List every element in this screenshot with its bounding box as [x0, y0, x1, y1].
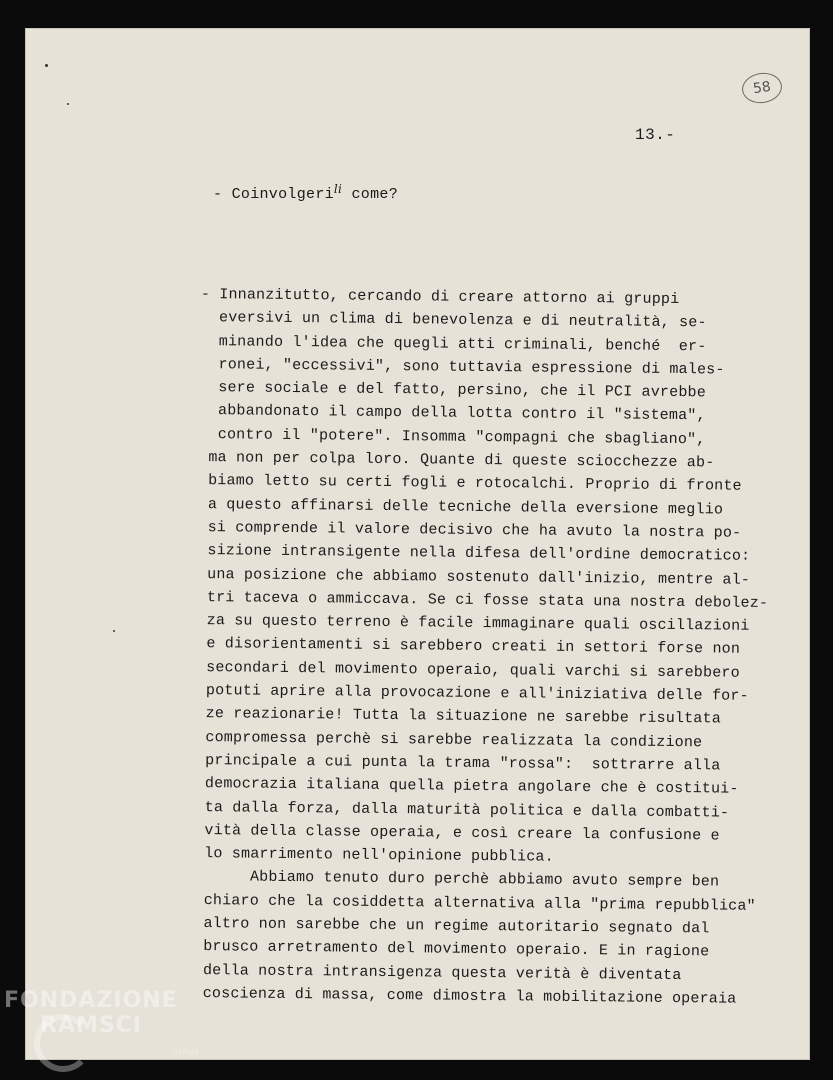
- body-line: - Innanzitutto, cercando di creare attorno ai gruppi: [200, 285, 680, 309]
- body-line: sere sociale e del fatto, persino, che il PCI avrebbe: [199, 379, 707, 402]
- body-line: chiaro che la cosiddetta alternativa alla "prima repubblica": [194, 891, 756, 915]
- body-line: secondari del movimento operaio, quali varchi si sarebbero: [196, 658, 740, 682]
- body-line: si comprende il valore decisivo che ha avuto la nostra po-: [198, 518, 742, 542]
- body-line: una posizione che abbiamo sostenuto dall'inizio, mentre al-: [197, 565, 751, 589]
- body-line: minando l'idea che quegli atti criminali, benché er-: [200, 332, 707, 355]
- archive-stamp-number: 58: [752, 78, 772, 98]
- body-line: biamo letto su certi fogli e rotocalchi. Proprio di fronte: [198, 472, 742, 496]
- body-line: altro non sarebbe che un regime autoritario segnato dal: [194, 914, 710, 938]
- body-line: principale a cui punta la trama "rossa": sottrarre alla: [195, 751, 721, 775]
- paper-speck: [67, 103, 69, 105]
- body-line: democrazia italiana quella pietra angolare che è costitui-: [195, 775, 739, 798]
- body-line: za su questo terreno è facile immaginare quali oscillazioni: [197, 612, 750, 635]
- body-line: sizione intransigente nella difesa dell'ordine democratico:: [198, 542, 751, 566]
- watermark-g-logo-icon: [34, 1014, 92, 1072]
- document-page: [25, 28, 810, 1060]
- body-line: Abbiamo tenuto duro perchè abbiamo avuto sempre ben: [194, 868, 720, 891]
- paper-speck: [45, 64, 48, 67]
- body-line: ta dalla forza, dalla maturità politica e dalla combatti-: [195, 798, 730, 822]
- body-line: abbandonato il campo della lotta contro il "sistema",: [199, 402, 706, 425]
- body-line: ma non per colpa loro. Quante di queste sciocchezze ab-: [199, 449, 715, 472]
- interview-question: [213, 182, 399, 203]
- question-suffix: come?: [342, 186, 399, 203]
- body-line: coscienza di massa, come dimostra la mobilitazione operaia: [193, 984, 737, 1008]
- fondazione-gramsci-watermark: [4, 988, 199, 1058]
- body-line: brusco arretramento del movimento operaio. E in ragione: [193, 938, 710, 961]
- body-line: potuti aprire alla provocazione e all'iniziativa delle for-: [196, 682, 749, 705]
- body-line: tri taceva o ammiccava. Se ci fosse stata una nostra debolez-: [197, 588, 769, 612]
- body-line: lo smarrimento nell'opinione pubblica.: [194, 845, 554, 866]
- body-line: vità della classe operaia, e così creare la confusione e: [195, 821, 720, 845]
- paper-speck: [113, 630, 115, 632]
- body-line: della nostra intransigenza questa verità è diventata: [193, 961, 682, 984]
- watermark-line1: FONDAZIONE: [4, 988, 178, 1013]
- body-line: ze reazionarie! Tutta la situazione ne sarebbe risultata: [196, 705, 722, 728]
- body-line: ronei, "eccessivi", sono tuttavia espressione di males-: [200, 355, 725, 379]
- handwritten-correction: li: [333, 182, 343, 196]
- body-line: eversivi un clima di benevolenza e di neutralità, se-: [200, 309, 707, 332]
- body-line: contro il "potere". Insomma "compagni che sbagliano",: [199, 425, 706, 449]
- body-line: a questo affinarsi delle tecniche della eversione meglio: [198, 495, 724, 519]
- watermark-line2: RAMSCI: [40, 1013, 143, 1038]
- question-prefix: - Coinvolgeri: [213, 186, 334, 203]
- watermark-onlus: onlus: [172, 1047, 199, 1058]
- body-line: e disorientamenti si sarebbero creati in settori forse non: [197, 635, 741, 659]
- answer-body: [193, 283, 791, 1011]
- body-line: compromessa perchè si sarebbe realizzata la condizione: [196, 728, 703, 751]
- archive-page-stamp: [740, 70, 784, 105]
- page-number: 13.-: [635, 126, 676, 144]
